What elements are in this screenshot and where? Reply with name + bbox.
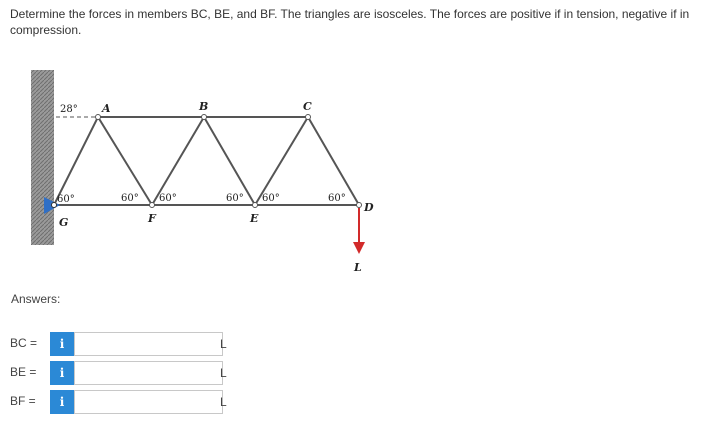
answer-input-be[interactable] bbox=[74, 361, 223, 385]
member-BE bbox=[204, 117, 255, 205]
unit-label-be: L bbox=[220, 366, 227, 380]
label-E: E bbox=[250, 212, 259, 225]
answer-label-be: BE = bbox=[10, 365, 37, 379]
answer-label-bf: BF = bbox=[10, 394, 36, 408]
answer-label-bc: BC = bbox=[10, 336, 38, 350]
label-C: C bbox=[303, 100, 312, 113]
info-button-bc[interactable]: i bbox=[50, 332, 74, 356]
angle-top: 28° bbox=[60, 104, 78, 115]
info-button-be[interactable]: i bbox=[50, 361, 74, 385]
member-AF bbox=[98, 117, 152, 205]
member-FB bbox=[152, 117, 204, 205]
node-G bbox=[52, 203, 57, 208]
load-arrow-head bbox=[353, 242, 365, 254]
member-GA bbox=[54, 117, 98, 205]
label-D: D bbox=[364, 201, 374, 214]
angle-d: 60° bbox=[328, 193, 346, 204]
angle-f-left: 60° bbox=[121, 193, 139, 204]
label-A: A bbox=[102, 102, 111, 115]
node-D bbox=[357, 203, 362, 208]
node-C bbox=[306, 115, 311, 120]
node-F bbox=[150, 203, 155, 208]
question-text: Determine the forces in members BC, BE, and BF. The triangles are isosceles. The forces are positive if in tension, negative if in compression. bbox=[10, 7, 690, 37]
unit-label-bf: L bbox=[220, 395, 227, 409]
node-B bbox=[202, 115, 207, 120]
angle-f-right: 60° bbox=[159, 193, 177, 204]
wall bbox=[31, 70, 54, 245]
node-A bbox=[96, 115, 101, 120]
answer-input-bc[interactable] bbox=[74, 332, 223, 356]
label-L: L bbox=[354, 261, 362, 274]
answers-label: Answers: bbox=[11, 292, 61, 306]
member-EC bbox=[255, 117, 308, 205]
label-B: B bbox=[199, 100, 209, 113]
angle-e-left: 60° bbox=[226, 193, 244, 204]
answer-input-bf[interactable] bbox=[74, 390, 223, 414]
angle-g: 60° bbox=[57, 194, 75, 205]
info-button-bf[interactable]: i bbox=[50, 390, 74, 414]
member-CD bbox=[308, 117, 359, 205]
angle-e-right: 60° bbox=[262, 193, 280, 204]
unit-label-bc: L bbox=[220, 337, 227, 351]
label-G: G bbox=[59, 216, 69, 229]
node-E bbox=[253, 203, 258, 208]
label-F: F bbox=[148, 212, 156, 225]
